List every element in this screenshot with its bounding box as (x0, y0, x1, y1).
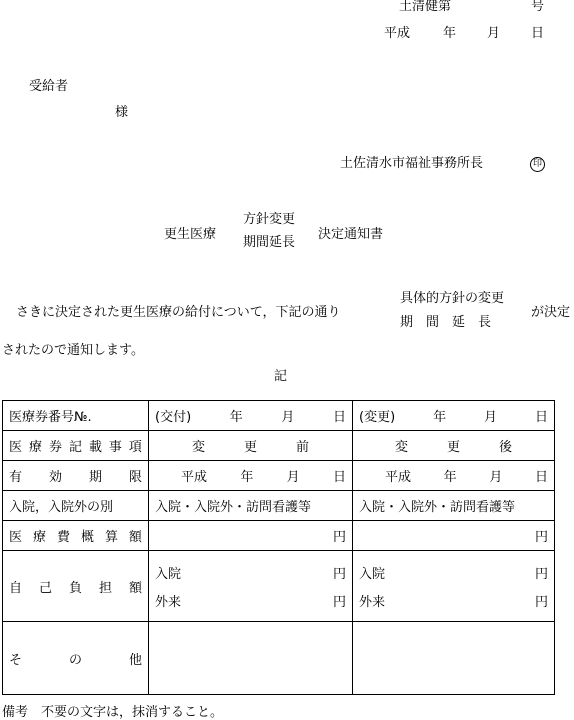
label-char: 事 (108, 440, 122, 455)
label-char: 医 (9, 530, 23, 545)
validity-era: 平成 (385, 470, 412, 485)
label-char: 己 (38, 580, 52, 596)
row-label-inpatient-type: 入院，入院外の別 (3, 491, 149, 521)
outpatient-yen: 円 (332, 594, 346, 610)
row-label-validity-text (9, 466, 142, 485)
outpatient-label: 外来 (155, 594, 182, 610)
label-char: 載 (88, 440, 102, 455)
header-month: 月 (487, 26, 501, 41)
change-date-cell (353, 401, 555, 431)
issue-year: 年 (229, 410, 243, 425)
label-char: 自 (9, 580, 23, 596)
issue-day: 日 (332, 410, 346, 425)
inpatient-label: 入院 (155, 566, 182, 582)
validity-month: 月 (286, 470, 300, 485)
table-row (3, 401, 555, 431)
change-month: 月 (484, 410, 498, 425)
cost-before-yen: 円 (149, 521, 353, 551)
ki-heading: 記 (274, 369, 288, 384)
label-char: 額 (128, 580, 142, 596)
body-option-period-extension: 期 間 延 長 (400, 315, 492, 330)
label-char: の (68, 652, 82, 668)
change-label: (変更) (359, 410, 396, 425)
title-left: 更生医療 (164, 227, 217, 242)
row-label-ticket-number: 医療券番号№. (3, 401, 149, 431)
issue-label: (交付) (155, 410, 192, 425)
table-row (3, 521, 555, 551)
table-row (3, 491, 555, 521)
inpatient-type-after: 入院・入院外・訪問看護等 (353, 491, 555, 521)
change-year: 年 (433, 410, 447, 425)
table-row (3, 622, 555, 695)
inpatient-yen: 円 (534, 566, 548, 582)
validity-after-cell (353, 461, 555, 491)
label-char: 効 (48, 470, 62, 485)
remarks-note: 備考 不要の文字は，抹消すること。 (2, 705, 224, 720)
after-change-header: 変 更 後 (353, 431, 555, 461)
doc-number-suffix: 号 (531, 0, 545, 14)
title-right: 決定通知書 (318, 227, 384, 242)
header-day: 日 (531, 26, 545, 41)
label-char: 療 (32, 530, 46, 545)
label-char: 項 (128, 440, 142, 455)
row-label-cost-estimate (3, 521, 149, 551)
label-char: 記 (68, 440, 82, 455)
title-option-period-extension: 期間延長 (243, 235, 296, 250)
self-pay-before-cell (149, 551, 353, 622)
label-char: 額 (128, 530, 142, 545)
issue-date-cell (149, 401, 353, 431)
validity-era: 平成 (181, 470, 208, 485)
title-option-policy-change: 方針変更 (243, 212, 296, 227)
row-label-self-pay-text (9, 577, 142, 596)
label-char: 費 (56, 530, 70, 545)
seal-mark: 印 (530, 157, 545, 172)
body-option-policy-change: 具体的方針の変更 (400, 291, 505, 306)
row-label-validity (3, 461, 149, 491)
doc-number-prefix: 土清健第 (399, 0, 452, 14)
recipient-honorific: 様 (115, 105, 129, 120)
issue-month: 月 (281, 410, 295, 425)
self-pay-after-cell (353, 551, 555, 622)
label-char: 負 (68, 580, 82, 596)
row-label-self-pay (3, 551, 149, 622)
validity-day: 日 (534, 470, 548, 485)
other-before-cell (149, 622, 353, 695)
validity-year: 年 (240, 470, 254, 485)
table-row (3, 551, 555, 622)
inpatient-yen: 円 (332, 566, 346, 582)
recipient-label: 受給者 (29, 79, 69, 94)
row-label-other (3, 622, 149, 695)
validity-month: 月 (489, 470, 503, 485)
inpatient-type-before: 入院・入院外・訪問看護等 (149, 491, 353, 521)
header-year: 年 (443, 26, 457, 41)
label-char: 医 (9, 440, 23, 455)
validity-day: 日 (332, 470, 346, 485)
label-char: 概 (80, 530, 94, 545)
before-change-header: 変 更 前 (149, 431, 353, 461)
label-char: 他 (128, 652, 142, 668)
header-era: 平成 (384, 26, 411, 41)
label-char: 有 (9, 470, 23, 485)
body-lead: さきに決定された更生医療の給付について，下記の通り (16, 305, 341, 320)
validity-year: 年 (443, 470, 457, 485)
body-tail: が決定 (531, 305, 571, 320)
label-char: 療 (28, 440, 42, 455)
label-char: 券 (48, 440, 62, 455)
outpatient-yen: 円 (534, 594, 548, 610)
cost-after-yen: 円 (353, 521, 555, 551)
row-label-ticket-items-text (9, 436, 142, 455)
label-char: 期 (88, 470, 102, 485)
validity-before-cell (149, 461, 353, 491)
outpatient-label: 外来 (359, 594, 386, 610)
label-char: そ (9, 652, 23, 668)
label-char: 算 (104, 530, 118, 545)
row-label-other-text (9, 649, 142, 668)
row-label-cost-estimate-text (9, 526, 142, 545)
table-row (3, 461, 555, 491)
label-char: 限 (128, 470, 142, 485)
body-line2: されたので通知します。 (2, 343, 144, 358)
table-row (3, 431, 555, 461)
label-char: 担 (98, 580, 112, 596)
details-table (2, 400, 555, 695)
other-after-cell (353, 622, 555, 695)
change-day: 日 (534, 410, 548, 425)
sender-title: 土佐清水市福祉事務所長 (340, 156, 484, 171)
row-label-ticket-items (3, 431, 149, 461)
inpatient-label: 入院 (359, 566, 386, 582)
